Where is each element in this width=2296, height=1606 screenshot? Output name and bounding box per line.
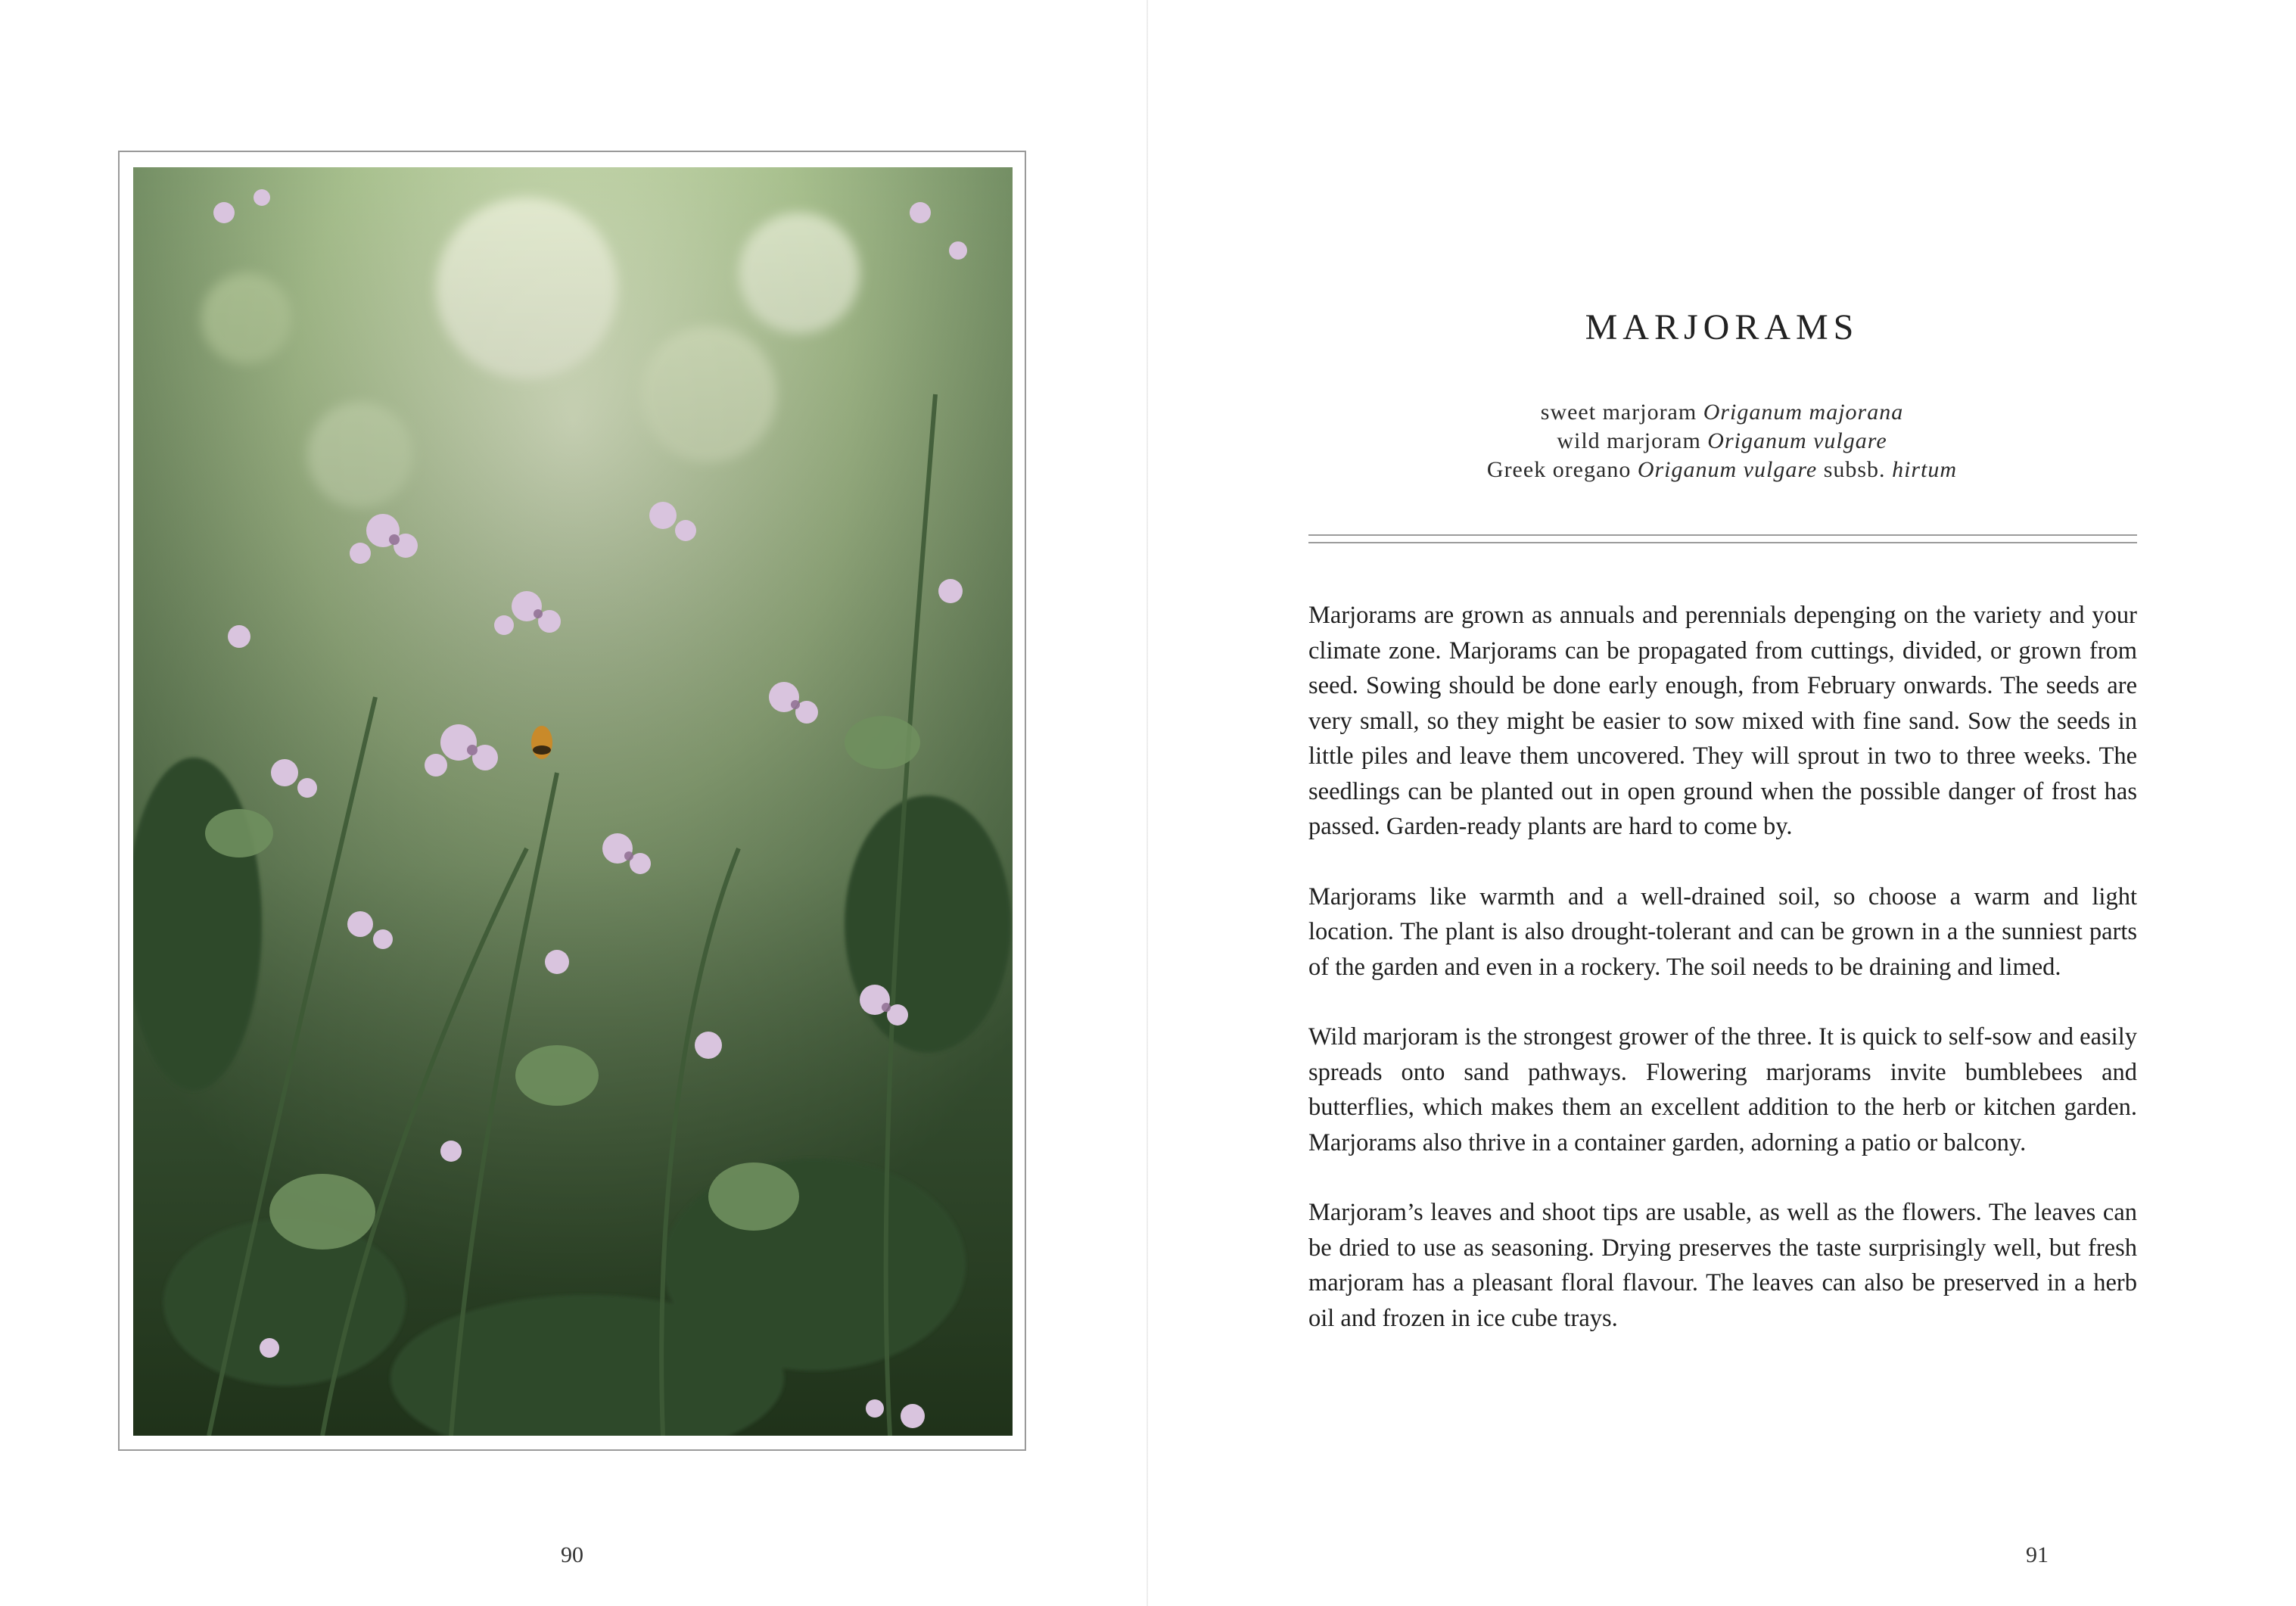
body-text bbox=[1308, 598, 2137, 1371]
variety-subspecies-name: hirtum bbox=[1892, 457, 1958, 482]
paragraph: Marjorams like warmth and a well-drained soil, so choose a warm and light location. The plant is also drought-tolerant and can be grown in a the sunniest parts of the garden and even in a rockery. The soil needs to be draining and limed. bbox=[1308, 882, 2137, 981]
variety-latin-name: Origanum vulgare bbox=[1637, 457, 1818, 482]
variety-line bbox=[1148, 427, 2296, 456]
variety-latin-name: Origanum majorana bbox=[1703, 400, 1904, 425]
variety-line bbox=[1148, 398, 2296, 427]
variety-latin-name: Origanum vulgare bbox=[1707, 428, 1887, 453]
paragraph: Marjoram’s leaves and shoot tips are usable, as well as the flowers. The leaves can be dried to use as seasoning. Drying preserves the taste surprisingly well, but fresh marjoram has a pleasant floral flavour. The leaves can also be preserved in a herb oil and frozen in ice cube trays. bbox=[1308, 1199, 2137, 1332]
paragraph: Marjorams are grown as annuals and perennials depenging on the variety and your climate zone. Marjorams can be propagated from cuttings, divided, or grown from seed. Sowing should be done early enough, from February onwards. The seeds are very small, so they might be easier to sow mixed with fine sand. Sow the seeds in little piles and leave them uncovered. They will sprout in two to three weeks. The seedlings can be planted out in open ground when the possible danger of frost has passed. Garden-ready plants are hard to come by. bbox=[1308, 602, 2137, 840]
page-title: MARJORAMS bbox=[1585, 307, 1859, 347]
variety-subspecies-abbrev: subsb. bbox=[1823, 457, 1886, 482]
photo-frame bbox=[118, 151, 1026, 1451]
divider-rule bbox=[1308, 534, 2137, 536]
variety-common-name: sweet marjoram bbox=[1540, 400, 1697, 425]
variety-list bbox=[1148, 398, 2296, 484]
page-number-left: 90 bbox=[561, 1542, 583, 1567]
marjoram-photo-image bbox=[133, 167, 1013, 1436]
variety-common-name: Greek oregano bbox=[1486, 457, 1632, 482]
page-number-right: 91 bbox=[2026, 1542, 2049, 1567]
right-page bbox=[1148, 0, 2296, 1606]
marjoram-photo bbox=[133, 167, 1013, 1436]
paragraph: Wild marjoram is the strongest grower of the three. It is quick to self-sow and easily spreads onto sand pathways. Flowering marjorams invite bumblebees and butterflies, which makes them an excellent addition to the herb or kitchen garden. Marjorams also thrive in a container garden, adorning a patio or balcony. bbox=[1308, 1023, 2137, 1156]
variety-line bbox=[1148, 456, 2296, 484]
variety-common-name: wild marjoram bbox=[1557, 428, 1701, 453]
bee-icon bbox=[531, 726, 552, 759]
divider-rule bbox=[1308, 542, 2137, 543]
